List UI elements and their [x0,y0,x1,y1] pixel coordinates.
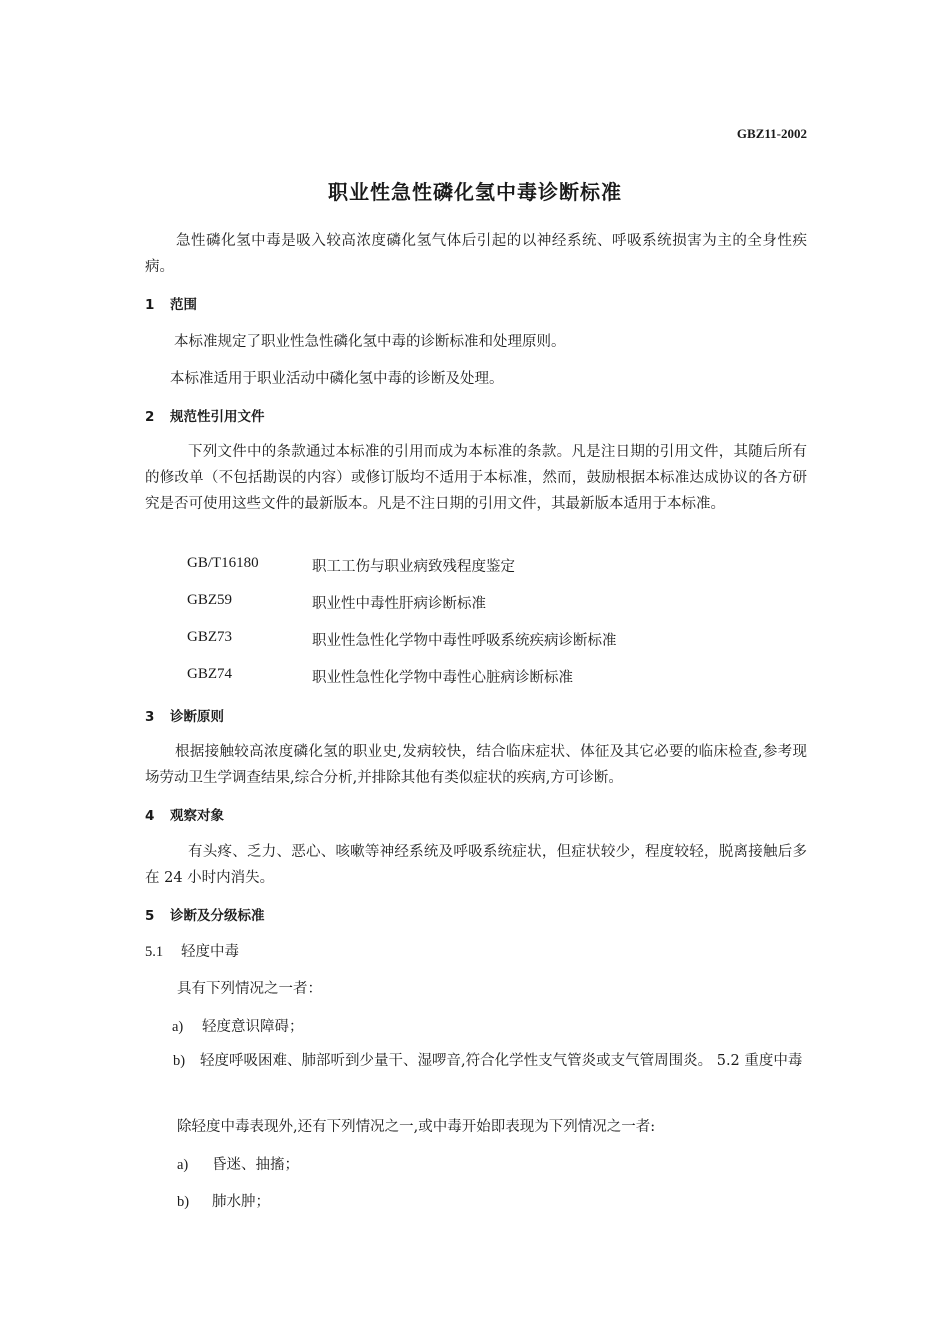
reference-title: 职业性急性化学物中毒性呼吸系统疾病诊断标准 [312,633,617,649]
section-number: 2 [145,409,155,425]
section-4-heading [145,804,224,824]
list-item-text: 轻度意识障碍； [202,1019,304,1035]
list-item [145,1048,807,1074]
section-number: 1 [145,297,155,313]
paragraph: 有头疼、乏力、恶心、咳嗽等神经系统及呼吸系统症状，但症状较少，程度较轻，脱离接触后多在 24 小时内消失。 [145,844,807,886]
reference-code: GBZ59 [187,592,232,608]
list-item [172,1015,304,1036]
section-2-heading [145,405,265,425]
section-1-heading [145,293,197,313]
reference-title: 职业性急性化学物中毒性心脏病诊断标准 [312,670,573,686]
list-marker: a) [177,1157,189,1173]
page-title: 职业性急性磷化氢中毒诊断标准 [328,180,622,204]
lead-text: 除轻度中毒表现外,还有下列情况之一,或中毒开始即表现为下列情况之一者: [177,1119,656,1135]
section-title: 观察对象 [170,808,224,824]
paragraph: 根据接触较高浓度磷化氢的职业史,发病较快，结合临床症状、体征及其它必要的临床检查,参考现场劳动卫生学调查结果,综合分析,并排除其他有类似症状的疾病,方可诊断。 [145,744,807,786]
section-number: 3 [145,709,155,725]
subsection-number: 5.1 [145,944,164,960]
section-title: 诊断原则 [170,709,224,725]
reference-code: GBZ74 [187,666,232,682]
list-marker: b) [173,1053,186,1069]
reference-code: GB/T16180 [187,555,259,571]
list-item-text: 昏迷、抽搐； [212,1157,299,1173]
subsection-title: 轻度中毒 [181,944,239,960]
paragraph: 本标准适用于职业活动中磷化氢中毒的诊断及处理。 [170,371,504,387]
section-3-heading [145,705,224,725]
paragraph: 本标准规定了职业性急性磷化氢中毒的诊断标准和处理原则。 [174,334,566,350]
list-item [177,1190,270,1211]
section-5-heading [145,904,265,924]
intro-paragraph: 急性磷化氢中毒是吸入较高浓度磷化氢气体后引起的以神经系统、呼吸系统损害为主的全身性疾病。 [145,233,807,275]
list-marker: b) [177,1194,190,1210]
subsection-5-1-heading [145,940,239,961]
reference-title: 职工工伤与职业病致残程度鉴定 [312,559,515,575]
section-number: 5 [145,908,155,924]
standard-code: GBZ11-2002 [736,126,807,141]
paragraph: 下列文件中的条款通过本标准的引用而成为本标准的条款。凡是注日期的引用文件，其随后所有的修改单（不包括勘误的内容）或修订版均不适用于本标准，然而，鼓励根据本标准达成协议的各方研究是否可使用这些文件的最新版本。凡是不注日期的引用文件，其最新版本适用于本标准。 [145,444,807,512]
reference-title: 职业性中毒性肝病诊断标准 [312,596,486,612]
reference-code: GBZ73 [187,629,232,645]
section-title: 规范性引用文件 [170,409,265,425]
section-title: 范围 [170,297,197,313]
section-number: 4 [145,808,155,824]
list-item-text: 轻度呼吸困难、肺部听到少量干、湿啰音,符合化学性支气管炎或支气管周围炎。 5.2 重度中毒 [200,1053,803,1069]
list-marker: a) [172,1019,184,1035]
list-item [177,1153,299,1174]
lead-text: 具有下列情况之一者： [177,981,322,997]
section-title: 诊断及分级标准 [170,908,265,924]
list-item-text: 肺水肿； [212,1194,270,1210]
